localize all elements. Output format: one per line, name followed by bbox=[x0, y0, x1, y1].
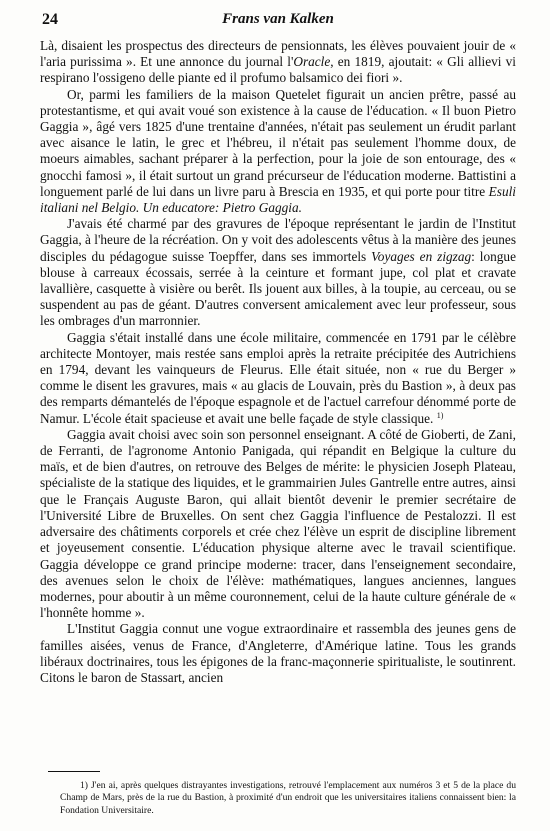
italic-title: Oracle bbox=[293, 54, 331, 70]
text-run: Gaggia s'était installé dans une école militaire, commencée en 1791 par le célèbre architecte Montoyer, mais restée sans emploi après la retraite précipitée des Autrichiens en 1794, devant les vainqueurs de Fleurus. Elle était située, non « rue du Berger » comme le disent les gravures, mais « au glacis de Louvain, près du Bastion », à deux pas des remparts démantelés de l'époque espagnole et de l'actuel carrefour dénommé porte de Namur. L'école était spacieuse et avait une belle façade de style classique. bbox=[40, 329, 516, 426]
page-number: 24 bbox=[42, 11, 58, 28]
text-run: L'Institut Gaggia connut une vogue extraordinaire et rassembla des jeunes gens de familles aisées, venus de France, d'Angleterre, d'Amérique latine. Tous les grands libéraux doctrinaires, tous les épigones de la franc-maçonnerie spiritualiste, le soutinrent. Citons le baron de Stassart, ancien bbox=[40, 621, 516, 685]
text-run: Gaggia avait choisi avec soin son personnel enseignant. A côté de Gioberti, de Zani, de Ferranti, de l'agronome Antonio Panigada, qui répandit en Belgique la culture du maïs, et de bien d'autres, on retrouve des Belges de mérite: le physicien Joseph Plateau, spécialiste de la statique des liquides, et le grammairien Jules Gantrelle entre autres, ainsi que le Français Auguste Baron, qui allait bientôt devenir le premier secrétaire de l'Université Libre de Bruxelles. On sent chez Gaggia l'influence de Pestalozzi. Il est adversaire des châtiments corporels et crée chez l'élève un esprit de discipline librement et joyeusement consentie. L'éducation physique alterne avec le travail scientifique. Gaggia développe ce grand principe moderne: tracer, dans l'enseignement secondaire, des avenues selon le choix de l'élève: mathématiques, langues anciennes, langues modernes, pour aboutir à un même couronnement, celui de la haute culture générale de « l'honnête homme ». bbox=[40, 426, 516, 621]
paragraph bbox=[40, 330, 516, 427]
text-run: J'avais été charmé par des gravures de l'époque représentant le jardin de l'Institut Gaggia, à l'heure de la récréation. On y voit des adolescents vêtus à la manière des jeunes disciples du pédagogue suisse Toepffer, dans ses immortels bbox=[40, 216, 516, 264]
text-run: Là, disaient les prospectus des directeurs de pensionnats, les élèves pouvaient jouir de « l'aria purissima ». Et une annonce du journal l' bbox=[40, 38, 516, 70]
paragraph bbox=[40, 38, 516, 87]
footnote-marker: 1) bbox=[436, 410, 444, 420]
paragraph bbox=[40, 621, 516, 686]
text-run: , en 1819, ajoutait: « Gli allievi vi respirano l'ossigeno delle piante ed il profumo balsamico dei fiori ». bbox=[40, 54, 516, 86]
text-run: : longue blouse à carreaux écossais, serrée à la ceinture et formant jupe, col plat et cravate lavallière, casquette à visière ou berêt. Ils jouent aux billes, à la toupie, au cerceau, ou se suspendent au pas de géant. D'autres conversent amicalement avec leur professeur, sous les ombrages d'un marronnier. bbox=[40, 248, 516, 329]
running-head: Frans van Kalken bbox=[222, 11, 334, 27]
italic-title: Voyages en zigzag bbox=[371, 248, 472, 264]
page-header bbox=[40, 8, 516, 38]
footnote: 1) J'en ai, après quelques distrayantes investigations, retrouvé l'emplacement aux numéros 3 et 5 de la place du Champ de Mars, près de la rue du Bastion, à proximité d'un endroit que les universitaires italiens connaissent bien: la Fondation Universitaire. bbox=[60, 780, 516, 816]
paragraph bbox=[40, 427, 516, 621]
paragraph bbox=[40, 87, 516, 217]
footnote-separator bbox=[48, 771, 100, 772]
italic-title: Esuli italiani nel Belgio. Un educatore: Pietro Gaggia. bbox=[40, 183, 516, 216]
body-text bbox=[40, 38, 516, 686]
paragraph bbox=[40, 216, 516, 329]
text-run: Or, parmi les familiers de la maison Quetelet figurait un ancien prêtre, passé au protestantisme, et qui avait voué son existence à la cause de l'éducation. « Il buon Pietro Gaggia », âgé vers 1825 d'une trentaine d'années, n'était pas seulement un érudit parlant avec aisance le latin, le grec et l'hébreu, il n'était pas seulement l'homme doux, de moeurs aimables, sachant préparer à la perfection, pour la joie de son entourage, des « gnocchi famosi », il était surtout un grand précurseur de l'éducation moderne. Battistini a longuement parlé de lui dans un livre paru à Brescia en 1935, et qui porte pour titre bbox=[40, 86, 516, 199]
